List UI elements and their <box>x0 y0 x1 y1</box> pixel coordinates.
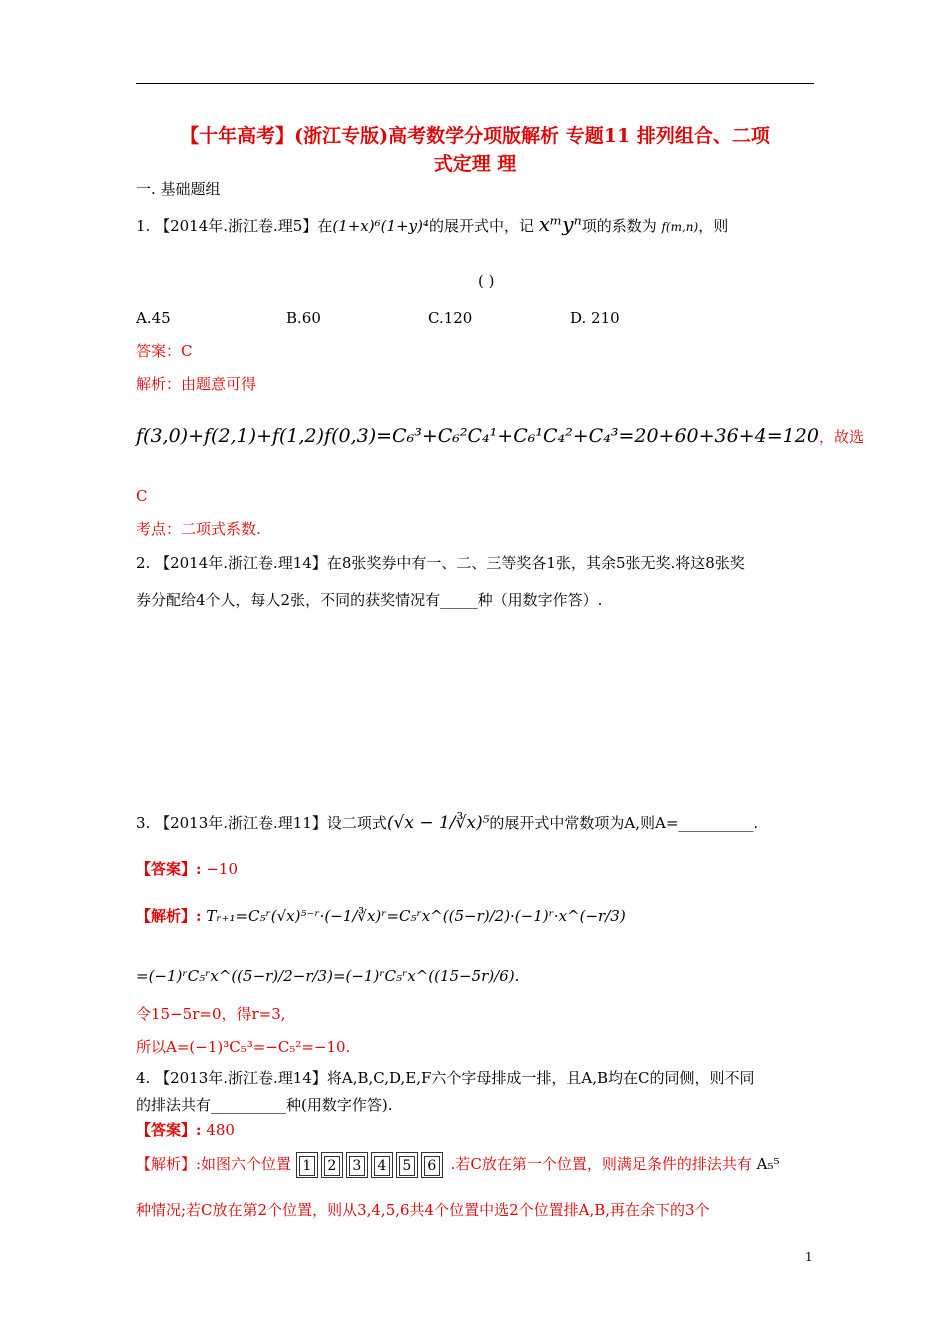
q4-line-1: 4. 【2013年.浙江卷.理14】将A,B,C,D,E,F六个字母排成一排，且A,B均在C的同侧，则不同 <box>136 1069 755 1087</box>
q4-analysis-pre: 【解析】:如图六个位置 <box>136 1155 292 1173</box>
section-heading: 一. 基础题组 <box>136 180 221 198</box>
q1-answer-paren: ( ) <box>478 272 495 290</box>
q1-formula <box>136 425 864 447</box>
q3-answer-value: −10 <box>206 860 238 878</box>
position-box-4: 4 <box>371 1152 393 1178</box>
q1-mid2: 项的系数为 <box>581 217 657 235</box>
q3-expression: (√x − 1/∛x)⁵ <box>386 813 490 833</box>
q1-option-d: D. 210 <box>570 309 620 327</box>
q1-formula-text: f(3,0)+f(2,1)+f(1,2)f(0,3)=C₆³+C₆²C₄¹+C₆¹C₄²+C₄³=20+60+36+4=120 <box>136 425 819 447</box>
q4-a55: A₅⁵ <box>756 1155 780 1173</box>
q1-option-b: B.60 <box>286 309 321 327</box>
q1-f: f(m,n) <box>661 220 699 234</box>
position-box-2: 2 <box>321 1152 343 1178</box>
q4-line-2: 的排法共有__________种(用数字作答). <box>136 1096 393 1114</box>
title-line-1: 【十年高考】(浙江专版)高考数学分项版解析 专题11 排列组合、二项 <box>180 125 770 147</box>
q4-analysis-line-2: 种情况;若C放在第2个位置，则从3,4,5,6共4个位置中选2个位置排A,B,再在余下的3个 <box>136 1201 710 1219</box>
q1-choose: ，故选 <box>818 428 864 446</box>
page-number: 1 <box>805 1250 813 1264</box>
q3-analysis-line-3: 令15−5r=0，得r=3, <box>136 1005 286 1023</box>
q4-position-boxes <box>296 1155 451 1173</box>
q3-analysis-label: 【解析】: <box>136 907 202 925</box>
q3-analysis-line-1 <box>136 905 626 927</box>
q1-mid: 的展开式中，记 <box>428 217 534 235</box>
q1-expression: (1+x)⁶(1+y)⁴ <box>332 217 429 235</box>
position-box-3: 3 <box>346 1152 368 1178</box>
q3-analysis-line-4: 所以A=(−1)³C₅³=−C₅²=−10. <box>136 1038 351 1056</box>
q1-kaodian: 考点：二项式系数. <box>136 520 261 538</box>
q2-line-2: 券分配给4个人，每人2张，不同的获奖情况有_____种（用数字作答）. <box>136 591 603 609</box>
q1-prefix: 1. 【2014年.浙江卷.理5】在 <box>136 217 333 235</box>
q1-option-c: C.120 <box>428 309 473 327</box>
q3-analysis-formula-1: Tᵣ₊₁=C₅ʳ(√x)⁵⁻ʳ·(−1/∛x)ʳ=C₅ʳx^((5−r)/2)·(−1)ʳ·x^(−r/3) <box>206 907 626 925</box>
q4-analysis-line-1 <box>136 1152 780 1178</box>
q1-answer: 答案：C <box>136 342 193 360</box>
position-box-1: 1 <box>296 1152 318 1178</box>
q3-prefix: 3. 【2013年.浙江卷.理11】设二项式 <box>136 814 387 832</box>
document-title <box>136 122 814 178</box>
q3-answer <box>136 858 238 880</box>
q1-analysis: 解析：由题意可得 <box>136 375 257 393</box>
q3-suffix: 的展开式中常数项为A,则A=__________. <box>489 814 759 832</box>
q3-stem <box>136 812 758 834</box>
q1-suffix: ，则 <box>698 217 729 235</box>
position-box-5: 5 <box>396 1152 418 1178</box>
q4-analysis-post: .若C放在第一个位置，则满足条件的排法共有 <box>450 1155 752 1173</box>
q4-answer-value: 480 <box>206 1121 235 1139</box>
q3-answer-label: 【答案】: <box>136 860 202 878</box>
header-rule <box>136 83 814 84</box>
title-line-2: 式定理 理 <box>433 153 517 175</box>
q1-option-a: A.45 <box>136 309 171 327</box>
q4-answer <box>136 1119 235 1141</box>
q1-stem <box>136 213 728 238</box>
q1-term: xᵐyⁿ <box>538 212 582 236</box>
q4-answer-label: 【答案】: <box>136 1121 202 1139</box>
q3-analysis-line-2: =(−1)ʳC₅ʳx^((5−r)/2−r/3)=(−1)ʳC₅ʳx^((15−5r)/6). <box>136 967 520 985</box>
q2-line-1: 2. 【2014年.浙江卷.理14】在8张奖券中有一、二、三等奖各1张，其余5张无奖.将这8张奖 <box>136 554 745 572</box>
q1-choose-c: C <box>136 487 148 505</box>
position-box-6: 6 <box>421 1152 443 1178</box>
